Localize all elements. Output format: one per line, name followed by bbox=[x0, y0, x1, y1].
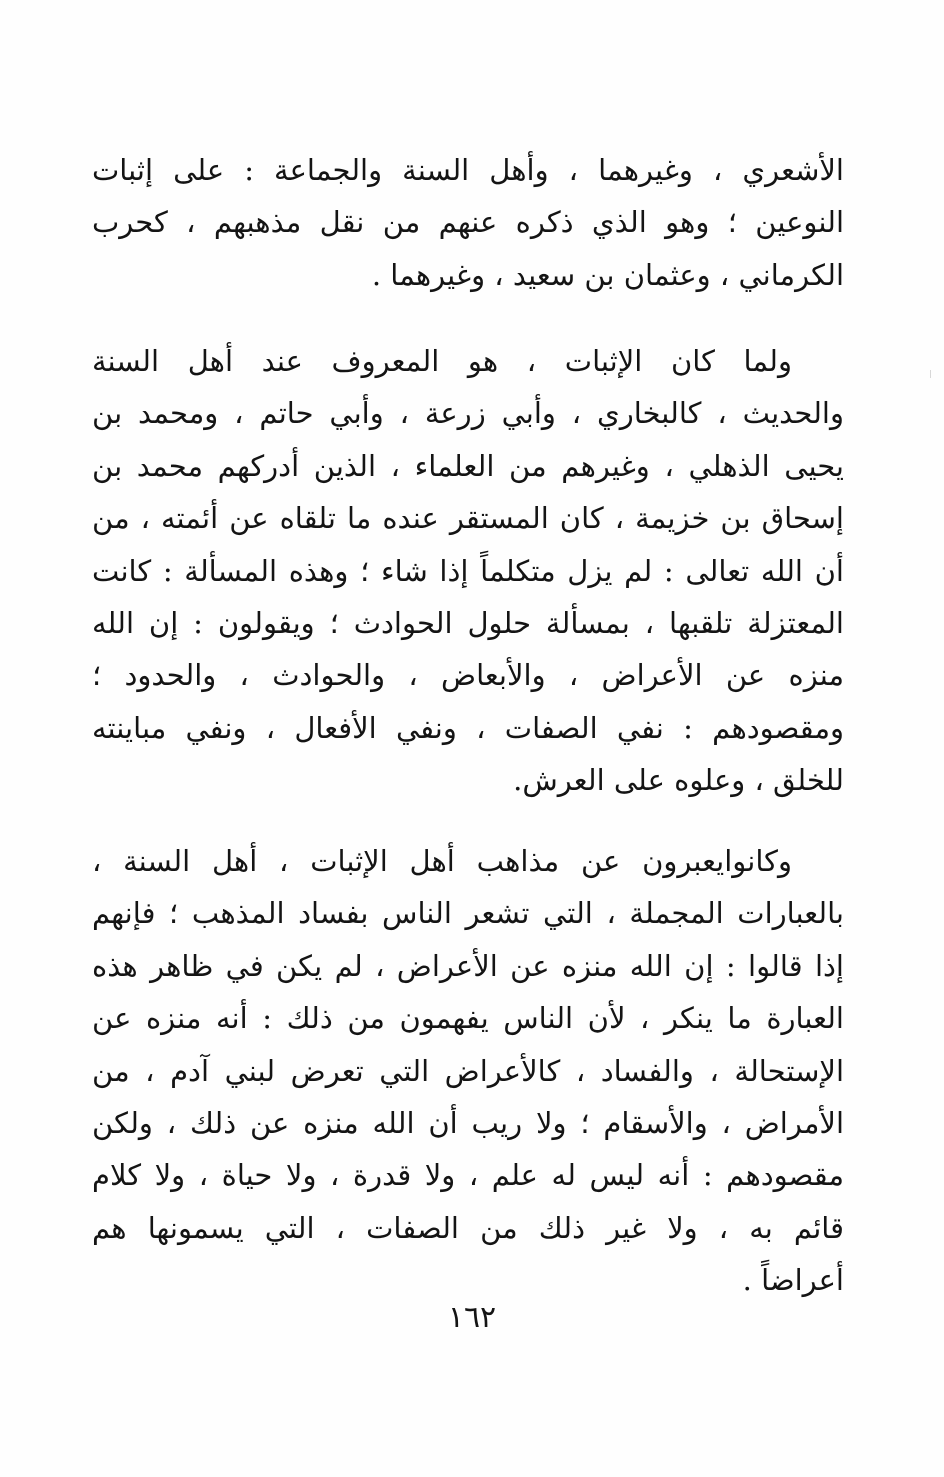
text-line: للخلق ، وعلوه على العرش. bbox=[513, 763, 844, 798]
text-line: العبارة ما ينكر ، لأن الناس يفهمون من ذلك : أنه منزه عن bbox=[92, 1001, 844, 1036]
text-line: المعتزلة تلقبها ، بمسألة حلول الحوادث ؛ ويقولون : إن الله bbox=[92, 605, 844, 640]
text-line: قائم به ، ولا غير ذلك من الصفات ، التي يسمونها هم bbox=[92, 1210, 844, 1245]
text-line: النوعين ؛ وهو الذي ذكره عنهم من نقل مذهبهم ، كحرب bbox=[92, 205, 844, 240]
text-line: إذا قالوا : إن الله منزه عن الأعراض ، لم يكن في ظاهر هذه bbox=[92, 948, 844, 983]
text-line: الإستحالة ، والفساد ، كالأعراض التي تعرض لبني آدم ، من bbox=[92, 1053, 844, 1088]
text-line: ولما كان الإثبات ، هو المعروف عند أهل السنة bbox=[92, 344, 792, 378]
paragraph-3 bbox=[92, 835, 844, 1307]
text-line: الأمراض ، والأسقام ؛ ولا ريب أن الله منزه عن ذلك ، ولكن bbox=[92, 1105, 844, 1140]
paragraph-1 bbox=[92, 144, 844, 301]
text-line: ومقصودهم : نفي الصفات ، ونفي الأفعال ، ونفي مباينته bbox=[92, 710, 844, 745]
text-line: بالعبارات المجملة ، التي تشعر الناس بفساد المذهب ؛ فإنهم bbox=[92, 896, 844, 931]
text-line: وكانوايعبرون عن مذاهب أهل الإثبات ، أهل السنة ، bbox=[92, 844, 792, 878]
text-line: الكرماني ، وعثمان بن سعيد ، وغيرهما . bbox=[371, 257, 844, 292]
text-line: أعراضاً . bbox=[742, 1263, 844, 1298]
page-number: ١٦٢ bbox=[447, 1300, 497, 1335]
scan-margin-mark bbox=[930, 370, 931, 378]
text-line: والحديث ، كالبخاري ، وأبي زرعة ، وأبي حاتم ، ومحمد بن bbox=[92, 396, 844, 431]
text-line: يحيى الذهلي ، وغيرهم من العلماء ، الذين أدركهم محمد بن bbox=[92, 448, 844, 483]
text-line: الأشعري ، وغيرهما ، وأهل السنة والجماعة : على إثبات bbox=[92, 153, 844, 187]
text-line: منزه عن الأعراض ، والأبعاض ، والحوادث ، والحدود ؛ bbox=[92, 658, 844, 693]
text-line: مقصودهم : أنه ليس له علم ، ولا قدرة ، ولا حياة ، ولا كلام bbox=[92, 1158, 844, 1193]
paragraph-2 bbox=[92, 335, 844, 807]
text-line: إسحاق بن خزيمة ، كان المستقر عنده ما تلقاه عن أئمته ، من bbox=[92, 501, 844, 536]
text-line: أن الله تعالى : لم يزل متكلماً إذا شاء ؛ وهذه المسألة : كانت bbox=[92, 553, 844, 588]
